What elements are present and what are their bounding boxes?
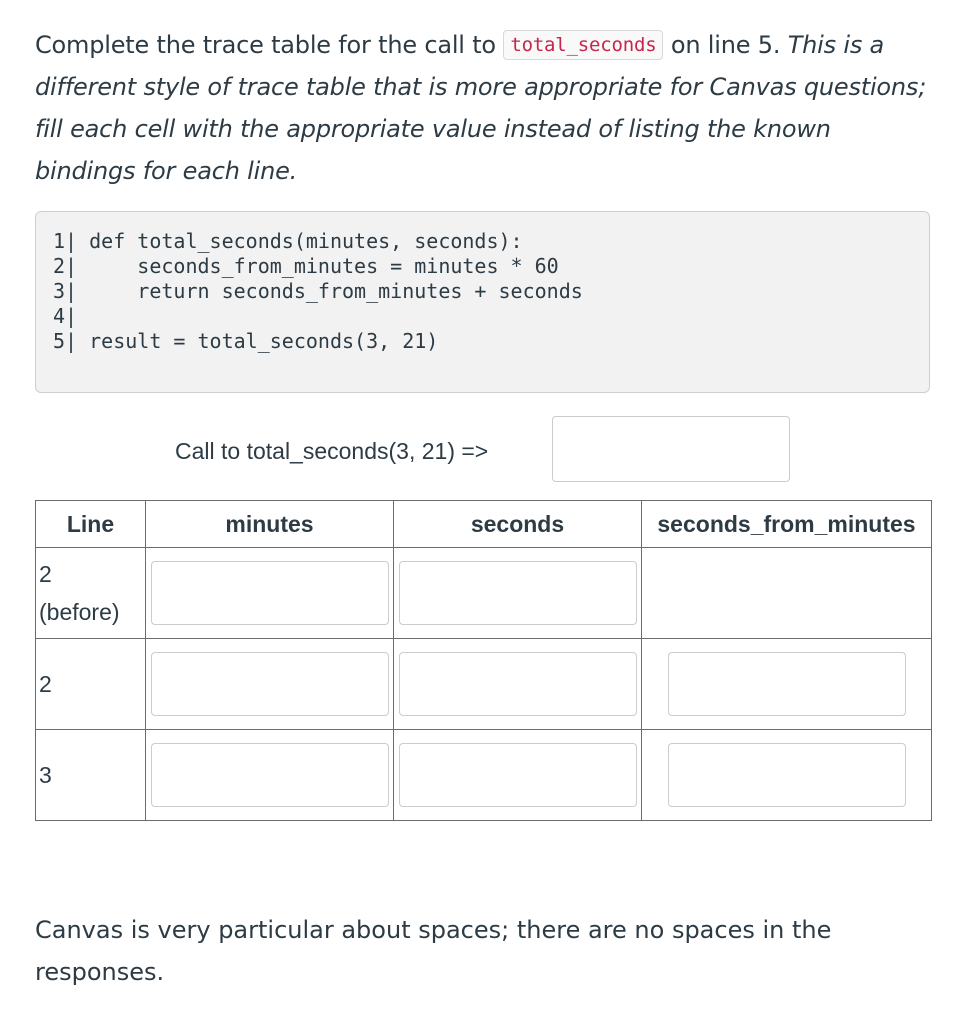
line-cell — [36, 639, 146, 730]
line-cell — [36, 548, 146, 639]
seconds-input[interactable] — [399, 561, 637, 625]
table-row — [36, 548, 932, 639]
seconds-cell — [394, 639, 642, 730]
intro-italic-text: This is a different style of trace table that is more appropriate for Canvas questions; fill each cell with the appropriate value instead of listing the known bindings for each line. — [35, 31, 927, 185]
intro-text: Complete the trace table for the call to — [35, 31, 504, 59]
line-number: 3 — [39, 762, 52, 788]
call-result-row — [35, 416, 930, 482]
line-cell — [36, 730, 146, 821]
seconds-input[interactable] — [399, 652, 637, 716]
seconds-from-minutes-input[interactable] — [668, 652, 906, 716]
header-seconds-from-minutes: seconds_from_minutes — [642, 501, 932, 548]
minutes-input[interactable] — [151, 652, 389, 716]
seconds-from-minutes-input[interactable] — [668, 743, 906, 807]
code-block — [35, 211, 930, 393]
line-note: (before) — [39, 599, 120, 625]
seconds-cell — [394, 730, 642, 821]
table-header-row — [36, 501, 932, 548]
line-number: 2 — [39, 671, 52, 697]
seconds-input[interactable] — [399, 743, 637, 807]
minutes-input[interactable] — [151, 743, 389, 807]
line-number: 2 — [39, 561, 52, 587]
table-row — [36, 730, 932, 821]
question-intro — [35, 24, 930, 192]
code-line-4: 4| — [53, 304, 78, 328]
minutes-cell — [146, 730, 394, 821]
seconds-from-minutes-cell — [642, 730, 932, 821]
trace-table — [35, 500, 932, 821]
minutes-input[interactable] — [151, 561, 389, 625]
seconds-from-minutes-cell — [642, 639, 932, 730]
code-line-5: 5| result = total_seconds(3, 21) — [53, 329, 439, 353]
seconds-from-minutes-cell-empty — [642, 548, 932, 639]
function-name-code: total_seconds — [503, 30, 663, 60]
header-minutes: minutes — [146, 501, 394, 548]
spaces-note: Canvas is very particular about spaces; there are no spaces in the responses. — [35, 916, 832, 986]
minutes-cell — [146, 548, 394, 639]
header-seconds: seconds — [394, 501, 642, 548]
call-result-label: Call to total_seconds(3, 21) => — [175, 438, 489, 464]
intro-text-line-ref: on line 5. — [663, 31, 788, 59]
code-line-2: 2| seconds_from_minutes = minutes * 60 — [53, 254, 559, 278]
table-row — [36, 639, 932, 730]
minutes-cell — [146, 639, 394, 730]
code-line-1: 1| def total_seconds(minutes, seconds): — [53, 229, 523, 253]
call-result-input[interactable] — [552, 416, 790, 482]
header-line: Line — [36, 501, 146, 548]
seconds-cell — [394, 548, 642, 639]
code-line-3: 3| return seconds_from_minutes + seconds — [53, 279, 583, 303]
